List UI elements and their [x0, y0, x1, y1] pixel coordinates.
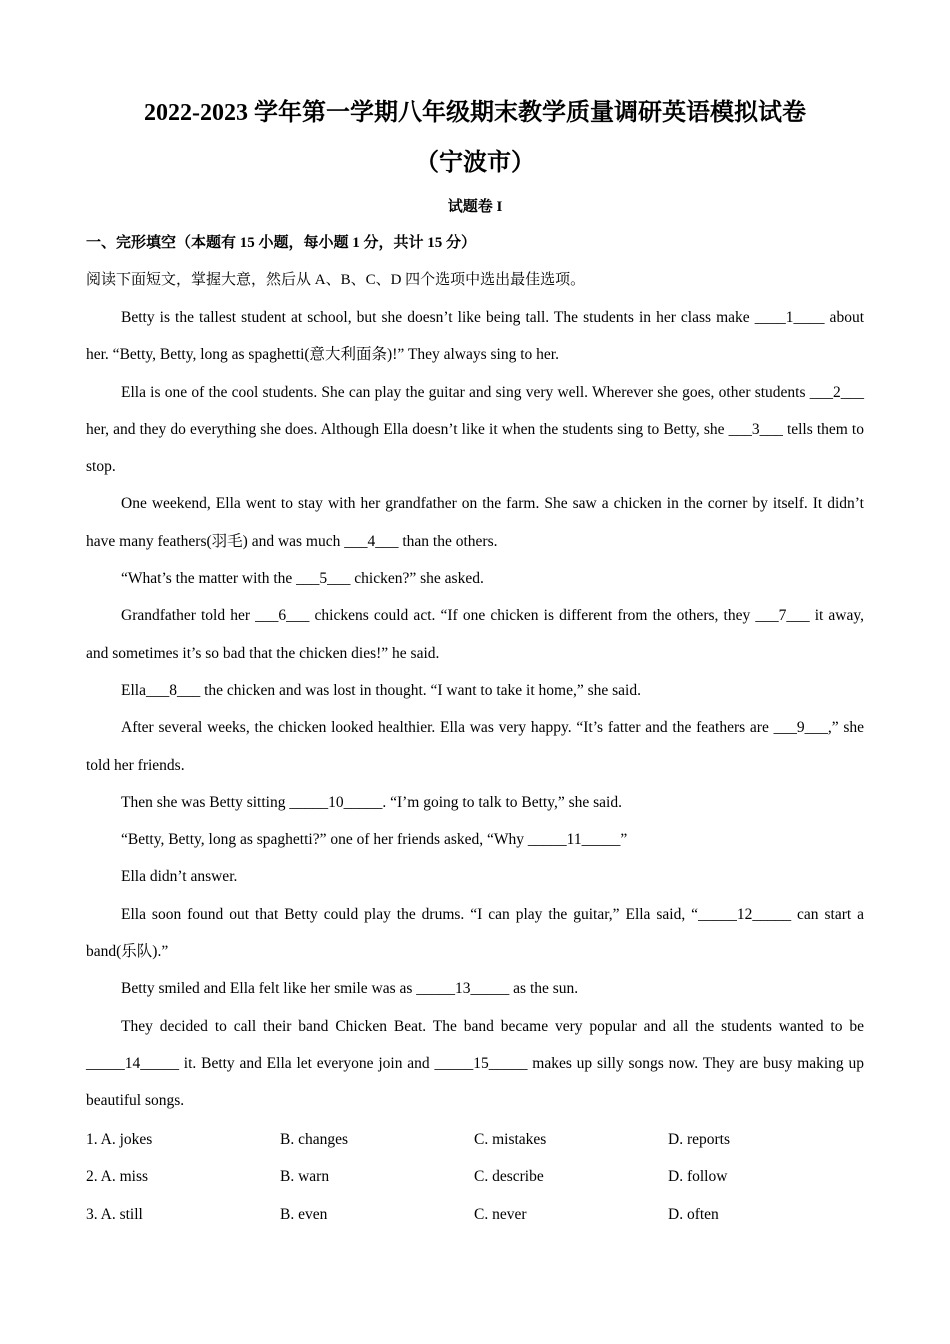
option-c: C. describe [474, 1168, 544, 1186]
answer-options [86, 1121, 886, 1233]
exam-title: 2022-2023 学年第一学期八年级期末教学质量调研英语模拟试卷 [144, 100, 806, 126]
passage-paragraph: Ella is one of the cool students. She can play the guitar and sing very well. Wherever she goes, other students ___2___ her, and they do everything she does. Although Ella doesn’t like it when the students sing to Betty, she ___3___ tells them to stop. [86, 383, 864, 476]
section-heading: 一、完形填空（本题有 15 小题，每小题 1 分，共计 15 分） [86, 235, 477, 251]
passage-paragraph: “Betty, Betty, long as spaghetti?” one of her friends asked, “Why _____11_____” [121, 831, 628, 849]
passage-paragraph: “What’s the matter with the ___5___ chicken?” she asked. [121, 570, 484, 588]
passage-paragraph: They decided to call their band Chicken Beat. The band became very popular and all the students wanted to be _____14_____ it. Betty and Ella let everyone join and _____15_____ makes up silly songs now. They are busy making up beautiful songs. [86, 1017, 864, 1110]
passage-paragraph: Betty smiled and Ella felt like her smile was as _____13_____ as the sun. [121, 980, 579, 998]
option-b: B. changes [280, 1131, 349, 1148]
option-a: 1. A. jokes [86, 1131, 153, 1148]
exam-region: （宁波市） [415, 150, 535, 176]
passage-paragraph: Then she was Betty sitting _____10_____. “I’m going to talk to Betty,” she said. [121, 793, 622, 811]
passage-paragraph: Grandfather told her ___6___ chickens could act. “If one chicken is different from the others, they ___7___ it away, and sometimes it’s so bad that the chicken dies!” he said. [86, 607, 864, 662]
option-b: B. warn [280, 1168, 330, 1186]
option-a: 2. A. miss [86, 1168, 149, 1186]
question-options-row [86, 1121, 886, 1158]
passage-paragraph: After several weeks, the chicken looked healthier. Ella was very happy. “It’s fatter and the feathers are ___9___,” she told her friends. [86, 719, 864, 774]
option-c: C. never [474, 1205, 527, 1223]
passage-paragraph: Ella soon found out that Betty could play the drums. “I can play the guitar,” Ella said, “_____12_____ can start a band(乐队).” [86, 905, 864, 961]
passage-paragraph: Ella___8___ the chicken and was lost in thought. “I want to take it home,” she said. [121, 681, 641, 699]
question-options-row [86, 1196, 886, 1233]
passage-paragraph: Betty is the tallest student at school, but she doesn’t like being tall. The students in her class make ____1____ about her. “Betty, Betty, long as spaghetti(意大利面条)!” They always sing to her. [86, 309, 864, 364]
section-instruction: 阅读下面短文，掌握大意，然后从 A、B、C、D 四个选项中选出最佳选项。 [86, 272, 586, 288]
option-b: B. even [280, 1205, 328, 1223]
option-d: D. follow [668, 1168, 728, 1186]
option-d: D. reports [668, 1131, 730, 1148]
passage-paragraph: Ella didn’t answer. [121, 868, 238, 886]
cloze-passage [86, 299, 864, 1120]
passage-paragraph: One weekend, Ella went to stay with her grandfather on the farm. She saw a chicken in the corner by itself. It didn’t have many feathers(羽毛) and was much ___4___ than the others. [86, 495, 864, 550]
option-c: C. mistakes [474, 1131, 547, 1148]
option-a: 3. A. still [86, 1205, 143, 1223]
paper-label: 试题卷 I [447, 199, 503, 215]
option-d: D. often [668, 1205, 719, 1223]
question-options-row [86, 1158, 886, 1195]
